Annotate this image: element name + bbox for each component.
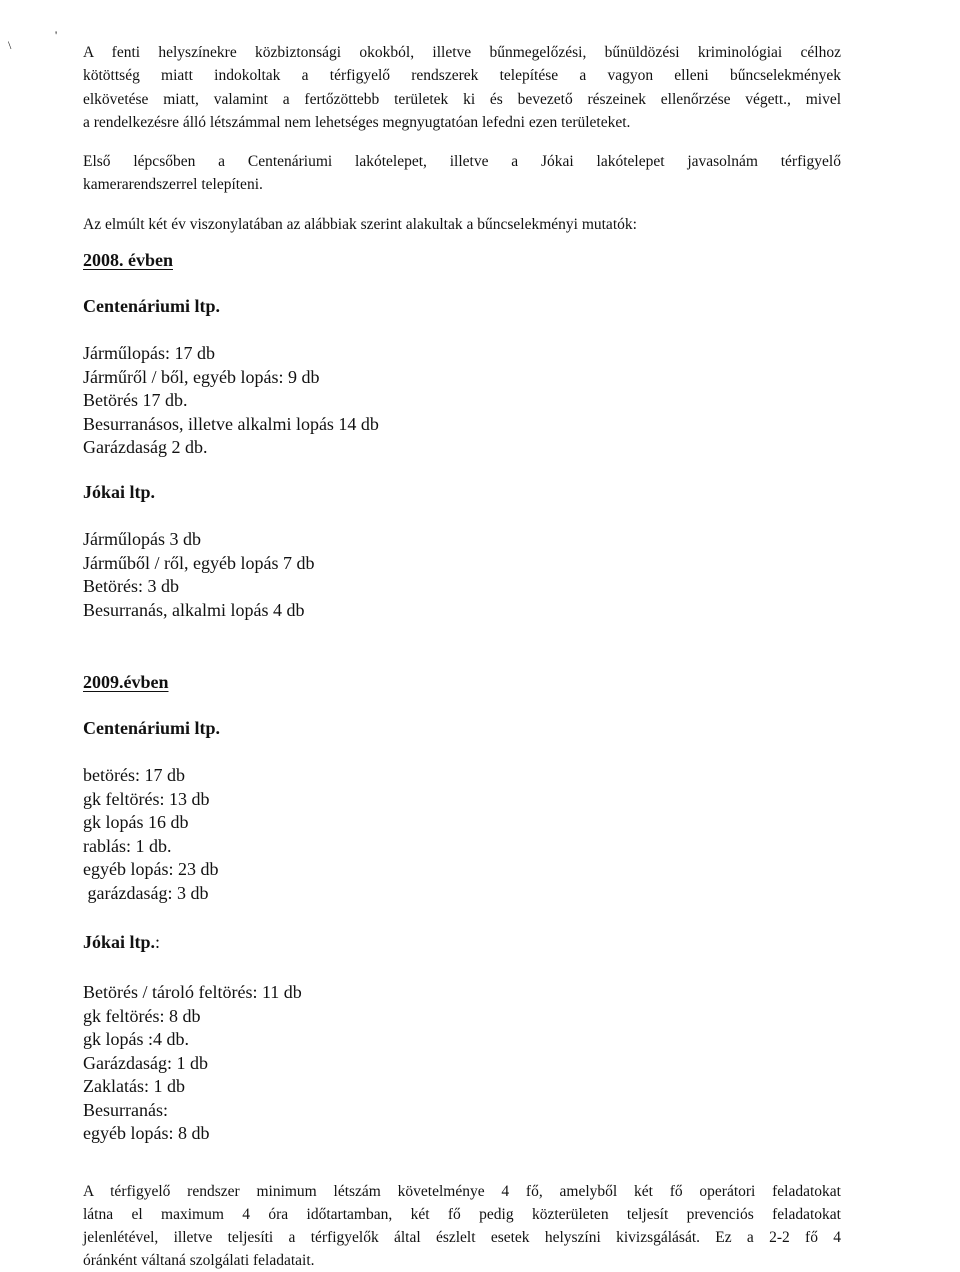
intro-line: kötöttség miatt indokoltak a térfigyelő rendszerek telepítése a vagyon elleni bűncselekmények bbox=[83, 67, 841, 85]
intro-paragraph bbox=[83, 41, 841, 134]
list-item: Besurranás, alkalmi lopás 4 db bbox=[83, 599, 305, 620]
list-item: egyéb lopás: 8 db bbox=[83, 1123, 210, 1143]
closing-paragraph bbox=[83, 1180, 841, 1272]
closing-line: látna el maximum 4 óra időtartamban, két fő pedig közterületen teljesít prevenciós feladatokat bbox=[83, 1206, 841, 1223]
jokai-2009-title-colon: : bbox=[155, 932, 161, 952]
proposal-line: kamerarendszerrel telepíteni. bbox=[83, 176, 263, 194]
intro-line: elkövetése miatt, valamint a fertőzöttebb területek ki és bevezető részeinek ellenőrzése végett., mivel bbox=[83, 90, 841, 108]
list-item: Garázdaság: 1 db bbox=[83, 1052, 208, 1073]
jokai-2008-title: Jókai ltp. bbox=[83, 482, 156, 502]
list-item: Járműről / ből, egyéb lopás: 9 db bbox=[83, 366, 320, 387]
intro-line: a rendelkezésre álló létszámmal nem lehetséges megnyugtatóan lefedni ezen területeket. bbox=[83, 113, 631, 131]
list-item: Garázdaság 2 db. bbox=[83, 437, 208, 457]
list-item: gk feltörés: 8 db bbox=[83, 1005, 201, 1026]
list-item: Járműlopás 3 db bbox=[83, 529, 201, 549]
closing-line: óránként váltaná szolgálati feladatait. bbox=[83, 1252, 315, 1269]
centenariumi-2008-title: Centenáriumi ltp. bbox=[83, 296, 220, 316]
jokai-2008-list bbox=[83, 528, 314, 622]
closing-line: A térfigyelő rendszer minimum létszám követelménye 4 fő, amelyből két fő operátori feladatokat bbox=[83, 1183, 841, 1200]
list-item: Besurranásos, illetve alkalmi lopás 14 db bbox=[83, 413, 379, 434]
jokai-2009-title-row bbox=[83, 932, 160, 953]
centenariumi-2009-list bbox=[83, 764, 218, 905]
summary-paragraph bbox=[83, 213, 841, 236]
list-item: Betörés 17 db. bbox=[83, 390, 188, 410]
list-item: Zaklatás: 1 db bbox=[83, 1076, 185, 1096]
list-item: gk lopás :4 db. bbox=[83, 1029, 189, 1049]
list-item: rablás: 1 db. bbox=[83, 835, 172, 856]
list-item: Járműlopás: 17 db bbox=[83, 343, 215, 363]
jokai-2009-list bbox=[83, 981, 302, 1146]
jokai-2009-title: Jókai ltp. bbox=[83, 932, 156, 952]
list-item: egyéb lopás: 23 db bbox=[83, 859, 219, 879]
list-item: Betörés / tároló feltörés: 11 db bbox=[83, 982, 302, 1002]
list-item: Járműből / ről, egyéb lopás 7 db bbox=[83, 552, 315, 573]
centenariumi-2008-list bbox=[83, 342, 379, 460]
list-item: gk feltörés: 13 db bbox=[83, 788, 210, 809]
proposal-line: Első lépcsőben a Centenáriumi lakótelepet, illetve a Jókai lakótelepet javasolnám térfigyelő bbox=[83, 153, 841, 170]
centenariumi-2009-title: Centenáriumi ltp. bbox=[83, 718, 220, 738]
list-item: garázdaság: 3 db bbox=[83, 882, 209, 903]
margin-mark-left: \ bbox=[8, 38, 12, 52]
list-item: Betörés: 3 db bbox=[83, 576, 179, 596]
year-2009-heading: 2009.évben bbox=[83, 672, 169, 692]
closing-line: jelenlétével, illetve teljesíti a térfigyelők által észlelt esetek helyszíni kivizsgálását. Ez a 2-2 fő 4 bbox=[83, 1229, 841, 1246]
proposal-paragraph bbox=[83, 150, 841, 197]
list-item: Besurranás: bbox=[83, 1099, 168, 1120]
intro-line: A fenti helyszínekre közbiztonsági okokból, illetve bűnmegelőzési, bűnüldözési kriminológiai célhoz bbox=[83, 44, 841, 61]
margin-mark-top: ' bbox=[55, 28, 58, 42]
list-item: betörés: 17 db bbox=[83, 765, 185, 785]
list-item: gk lopás 16 db bbox=[83, 812, 189, 832]
summary-line: Az elmúlt két év viszonylatában az alábbiak szerint alakultak a bűncselekményi mutatók: bbox=[83, 216, 637, 233]
year-2008-heading: 2008. évben bbox=[83, 250, 173, 270]
